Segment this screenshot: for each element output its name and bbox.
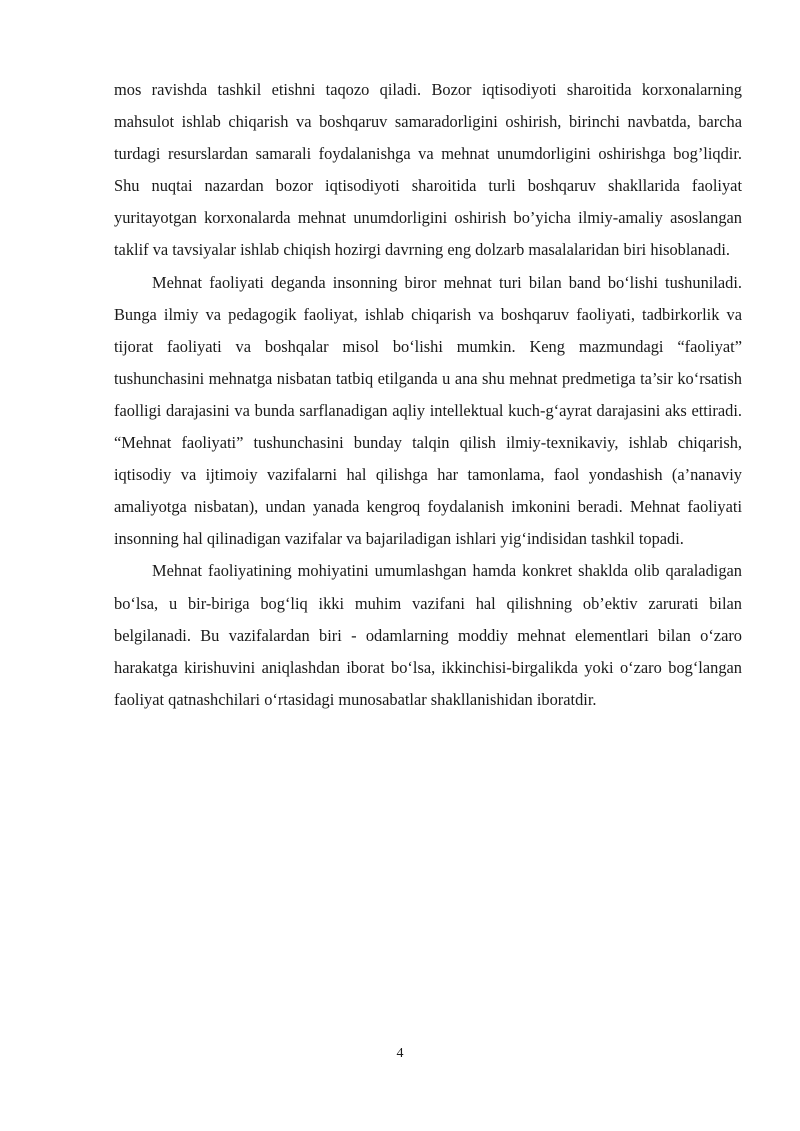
document-page [114,74,742,716]
paragraph-1: mos ravishda tashkil etishni taqozo qiladi. Bozor iqtisodiyoti sharoitida korxonalarning mahsulot ishlab chiqarish va boshqaruv samaradorligini oshirish, birinchi navbatda, barcha turdagi resurslardan samarali foydalanishga va mehnat unumdorligini oshirishga bog’liqdir. Shu nuqtai nazardan bozor iqtisodiyoti sharoitida turli boshqaruv shakllarida faoliyat yuritayotgan korxonalarda mehnat unumdorligini oshirish bo’yicha ilmiy-amaliy asoslangan taklif va tavsiyalar ishlab chiqish hozirgi davrning eng dolzarb masalalaridan biri hisoblanadi. [114,80,742,260]
page-number: 4 [396,1046,404,1061]
paragraph-3: Mehnat faoliyatining mohiyatini umumlashgan hamda konkret shaklda olib qaraladigan bo‘lsa, u bir-biriga bog‘liq ikki muhim vazifani hal qilishning ob’ektiv zarurati bilan belgilanadi. Bu vazifalardan biri - odamlarning moddiy mehnat elementlari bilan o‘zaro harakatga kirishuvini aniqlashdan iborat bo‘lsa, ikkinchisi-birgalikda yoki o‘zaro bog‘langan faoliyat qatnashchilari o‘rtasidagi munosabatlar shakllanishidan iboratdir. [114,561,742,709]
paragraph-2: Mehnat faoliyati deganda insonning biror mehnat turi bilan band bo‘lishi tushuniladi. Bunga ilmiy va pedagogik faoliyat, ishlab chiqarish va boshqaruv faoliyati, tadbirkorlik va tijorat faoliyati va boshqalar misol bo‘lishi mumkin. Keng mazmundagi “faoliyat” tushunchasini mehnatga nisbatan tatbiq etilganda u ana shu mehnat predmetiga ta’sir ko‘rsatish faolligi darajasini va bunda sarflanadigan aqliy intellektual kuch-g‘ayrat darajasini aks ettiradi. “Mehnat faoliyati” tushunchasini bunday talqin qilish ilmiy-texnikaviy, ishlab chiqarish, iqtisodiy va ijtimoiy vazifalarni hal qilishga har tamonlama, faol yondashish (a’nanaviy amaliyotga nisbatan), undan yanada kengroq foydalanish imkonini beradi. Mehnat faoliyati insonning hal qilinadigan vazifalar va bajariladigan ishlari yig‘indisidan tashkil topadi. [114,272,742,549]
